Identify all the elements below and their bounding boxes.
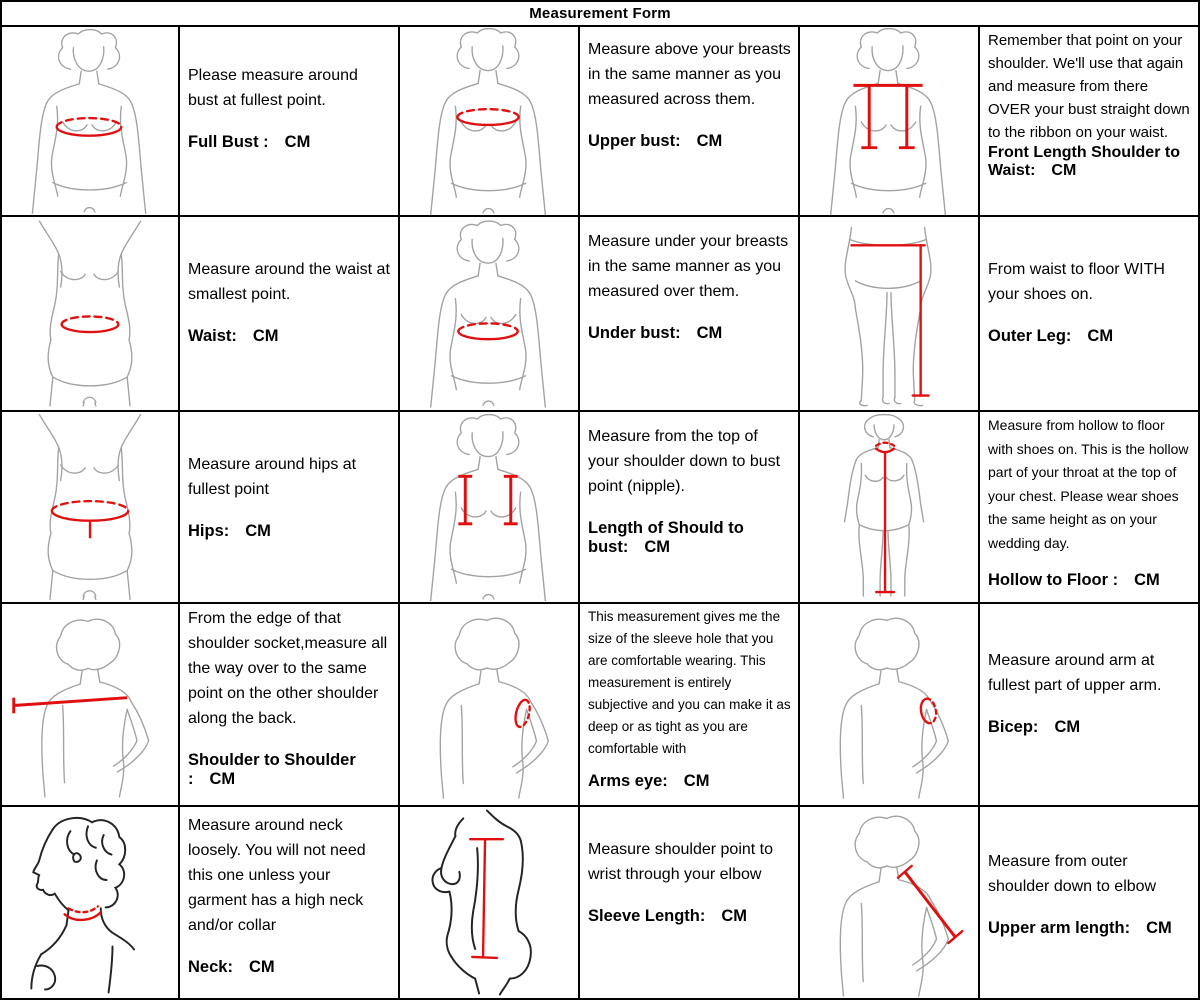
instruction-cell-front-length (980, 27, 1198, 217)
bicep-figure-icon (800, 604, 978, 805)
measurement-label: Arms eye: CM (588, 772, 710, 790)
instruction-cell-shoulder-to-shoulder (180, 604, 400, 807)
measurement-label: Upper bust: CM (588, 132, 723, 150)
unit-text: CM (248, 958, 275, 976)
unit-text: CM (696, 324, 723, 342)
figure-cell-under-bust (400, 217, 580, 412)
instruction-text: From waist to floor WITH your shoes on. (988, 261, 1165, 303)
instruction-cell-arms-eye (580, 604, 800, 807)
unit-text: CM (1054, 718, 1081, 736)
measurement-label: Upper arm length: CM (988, 919, 1172, 937)
instruction-cell-upper-bust (580, 27, 800, 217)
shoulder-to-shoulder-figure-icon (2, 604, 178, 805)
measurement-table (2, 27, 1198, 998)
instruction-text: This measurement gives me the size of the sleeve hole that you are comfortable wearing. This measurement is entirely subjective and you can make it as deep or as tight as you are comfortable with (588, 609, 791, 756)
measurement-label: Shoulder to Shoulder : CM (188, 751, 356, 788)
neck-figure-icon (2, 807, 178, 998)
measurement-label: Under bust: CM (588, 324, 723, 342)
measurement-label: Hips: CM (188, 522, 271, 540)
unit-text: CM (1051, 162, 1077, 179)
measurement-label: Sleeve Length: CM (588, 907, 748, 925)
instruction-cell-neck (180, 807, 400, 998)
unit-text: CM (209, 770, 236, 788)
unit-text: CM (1146, 919, 1172, 937)
figure-cell-shoulder-to-shoulder (2, 604, 180, 807)
instruction-text: Measure around hips at fullest point (188, 456, 357, 498)
instruction-text: Measure around arm at fullest part of upper arm. (988, 652, 1162, 694)
page-title: Measurement Form (2, 2, 1198, 27)
instruction-text: Measure from hollow to floor with shoes on. This is the hollow part of your throat at the top of your chest. Please wear shoes the same height as on your wedding day. (988, 417, 1189, 551)
upper-bust-figure-icon (400, 27, 578, 215)
figure-cell-full-bust (2, 27, 180, 217)
unit-text: CM (284, 133, 311, 151)
figure-cell-arms-eye (400, 604, 580, 807)
figure-cell-upper-arm-length (800, 807, 980, 998)
waist-figure-icon (2, 217, 178, 410)
instruction-cell-upper-arm-length (980, 807, 1198, 998)
unit-text: CM (245, 522, 271, 540)
instruction-cell-waist (180, 217, 400, 412)
measurement-label: Bicep: CM (988, 718, 1081, 736)
unit-text: CM (696, 132, 723, 150)
unit-text: CM (1087, 327, 1114, 345)
instruction-cell-outer-leg (980, 217, 1198, 412)
instruction-text: From the edge of that shoulder socket,measure all the way over to the same point on the other shoulder along the back. (188, 610, 388, 727)
figure-cell-front-length (800, 27, 980, 217)
figure-cell-bicep (800, 604, 980, 807)
measurement-label: Waist: CM (188, 327, 279, 345)
unit-text: CM (644, 538, 670, 556)
instruction-text: Measure around neck loosely. You will not need this one unless your garment has a high neck and/or collar (188, 817, 366, 934)
instruction-text: Measure above your breasts in the same manner as you measured across them. (588, 41, 791, 108)
front-length-shoulder-to-waist-figure-icon (800, 27, 978, 215)
measurement-label: Full Bust : CM (188, 133, 311, 151)
instruction-cell-hollow-to-floor (980, 412, 1198, 604)
instruction-cell-hips (180, 412, 400, 604)
instruction-cell-sleeve-length (580, 807, 800, 998)
instruction-text: Please measure around bust at fullest point. (188, 67, 358, 109)
arms-eye-figure-icon (400, 604, 578, 805)
unit-text: CM (1134, 571, 1160, 589)
unit-text: CM (683, 772, 710, 790)
outer-leg-figure-icon (800, 217, 978, 410)
figure-cell-sleeve-length (400, 807, 580, 998)
figure-cell-shoulder-to-bust (400, 412, 580, 604)
measurement-label: Length of Should to bust: CM (588, 519, 744, 556)
instruction-cell-shoulder-to-bust (580, 412, 800, 604)
hips-figure-icon (2, 412, 178, 602)
instruction-cell-bicep (980, 604, 1198, 807)
under-bust-figure-icon (400, 217, 578, 410)
figure-cell-outer-leg (800, 217, 980, 412)
figure-cell-hollow-to-floor (800, 412, 980, 604)
figure-cell-upper-bust (400, 27, 580, 217)
figure-cell-neck (2, 807, 180, 998)
figure-cell-waist (2, 217, 180, 412)
instruction-text: Measure from the top of your shoulder down to bust point (nipple). (588, 428, 781, 495)
instruction-text: Remember that point on your shoulder. We'll use that again and measure from there OVER your bust straight down to the ribbon on your waist. (988, 32, 1190, 141)
figure-cell-hips (2, 412, 180, 604)
measurement-label: Front Length Shoulder to Waist: CM (988, 144, 1180, 179)
instruction-text: Measure under your breasts in the same manner as you measured over them. (588, 233, 789, 300)
instruction-text: Measure around the waist at smallest point. (188, 261, 390, 303)
instruction-text: Measure from outer shoulder down to elbow (988, 853, 1157, 895)
measurement-label: Hollow to Floor : CM (988, 571, 1160, 589)
instruction-cell-under-bust (580, 217, 800, 412)
upper-arm-length-figure-icon (800, 807, 978, 998)
full-bust-figure-icon (2, 27, 178, 215)
sleeve-length-figure-icon (400, 807, 578, 998)
hollow-to-floor-figure-icon (800, 412, 978, 602)
measurement-label: Neck: CM (188, 958, 275, 976)
unit-text: CM (721, 907, 748, 925)
measurement-label: Outer Leg: CM (988, 327, 1114, 345)
instruction-text: Measure shoulder point to wrist through your elbow (588, 841, 773, 883)
unit-text: CM (252, 327, 279, 345)
shoulder-to-bust-figure-icon (400, 412, 578, 602)
instruction-cell-full-bust (180, 27, 400, 217)
